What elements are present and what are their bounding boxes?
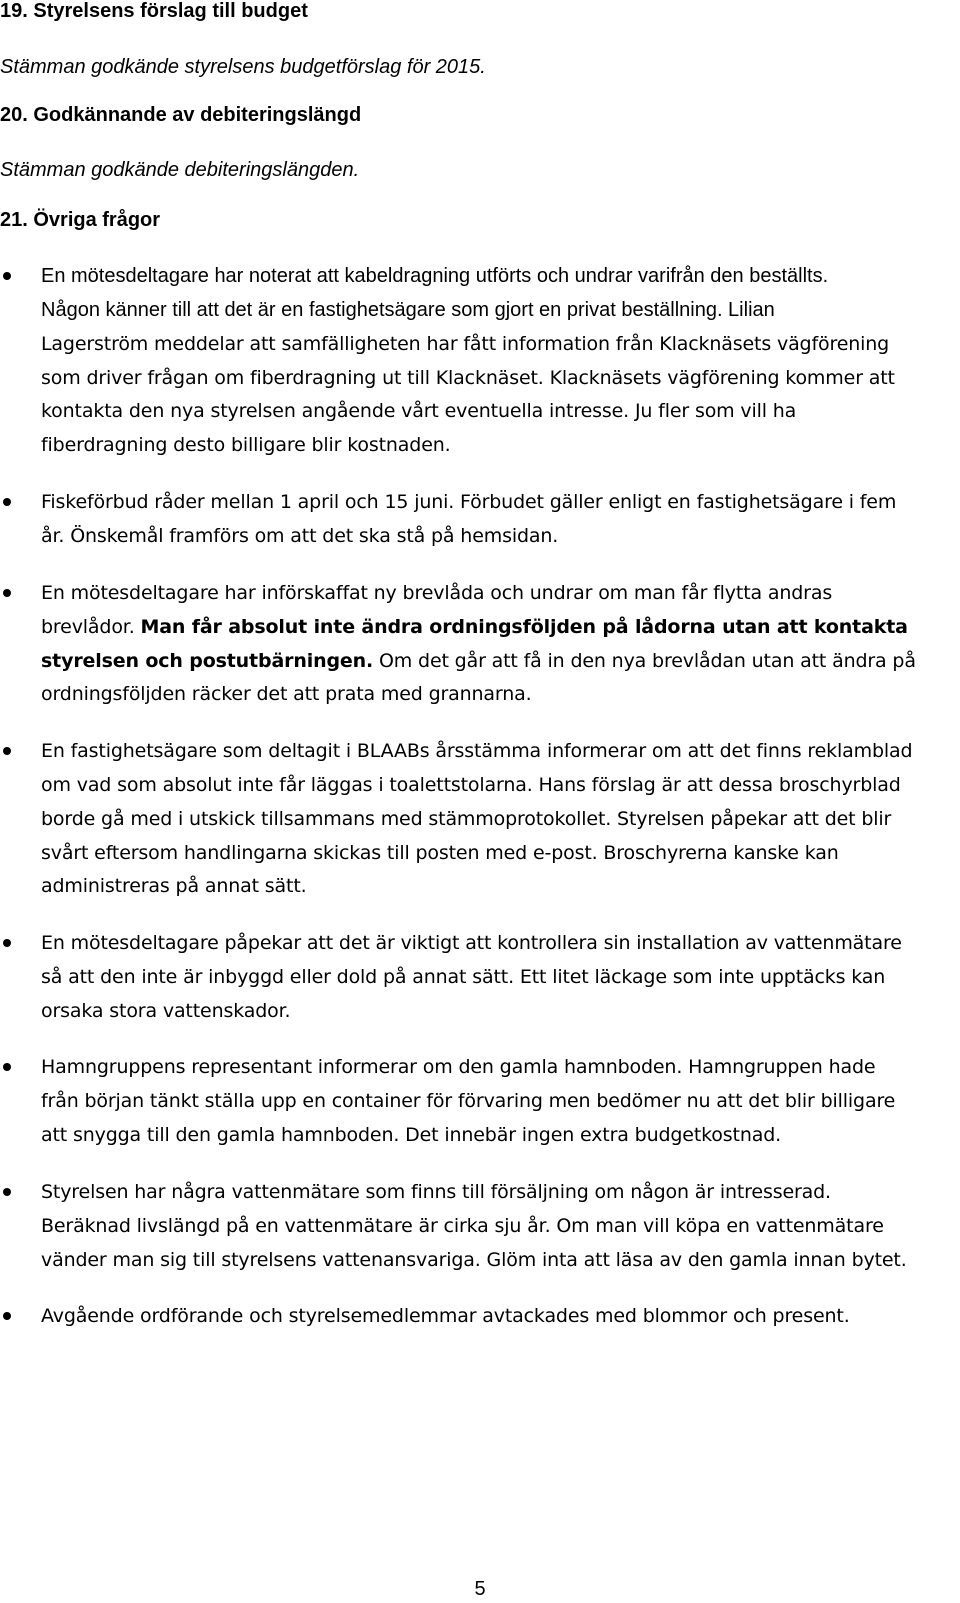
bullet-2-line-2: år. Önskemål framförs om att det ska stå på hemsidan.	[41, 525, 559, 547]
section-19-text: Stämman godkände styrelsens budgetförslag för 2015.	[0, 56, 486, 78]
bullet-2-line-1: Fiskeförbud råder mellan 1 april och 15 juni. Förbudet gäller enligt en fastighetsägare i fem	[41, 491, 897, 513]
bullet-4-dot	[3, 747, 11, 755]
bullet-3-line-3-bold: styrelsen och postutbärningen.	[41, 650, 374, 672]
bullet-8-dot	[3, 1312, 11, 1320]
bullet-3-line-4: ordningsföljden räcker det att prata med grannarna.	[41, 683, 532, 705]
section-19-heading: 19. Styrelsens förslag till budget	[0, 0, 308, 22]
section-20-text: Stämman godkände debiteringslängden.	[0, 159, 360, 181]
bullet-3-line-1: En mötesdeltagare har införskaffat ny brevlåda och undrar om man får flytta andras	[41, 582, 833, 604]
section-21-heading: 21. Övriga frågor	[0, 209, 161, 231]
bullet-3-line-2-bold: Man får absolut inte ändra ordningsföljden på lådorna utan att kontakta	[140, 616, 908, 638]
bullet-4-line-2: om vad som absolut inte får läggas i toalettstolarna. Hans förslag är att dessa broschyrblad	[41, 774, 901, 796]
bullet-4-line-3: borde gå med i utskick tillsammans med stämmoprotokollet. Styrelsen påpekar att det blir	[41, 808, 892, 830]
bullet-7-line-1: Styrelsen har några vattenmätare som finns till försäljning om någon är intresserad.	[41, 1181, 831, 1203]
bullet-3-line-3	[41, 648, 916, 674]
bullet-3-dot	[3, 589, 11, 597]
bullet-2-dot	[3, 498, 11, 506]
bullet-1-dot	[3, 272, 11, 280]
bullet-1-line-4: som driver frågan om fiberdragning ut till Klacknäset. Klacknäsets vägförening kommer att	[41, 367, 895, 389]
bullet-4-line-4: svårt eftersom handlingarna skickas till posten med e-post. Broschyrerna kanske kan	[41, 842, 839, 864]
bullet-3-line-2-plain: brevlådor.	[41, 616, 141, 638]
bullet-6-line-1: Hamngruppens representant informerar om den gamla hamnboden. Hamngruppen hade	[41, 1056, 876, 1078]
page-number: 5	[474, 1578, 486, 1600]
bullet-7-line-3: vänder man sig till styrelsens vattenansvariga. Glöm inta att läsa av den gamla innan bytet.	[41, 1249, 907, 1271]
bullet-1-line-3: Lagerström meddelar att samfälligheten har fått information från Klacknäsets vägförening	[41, 333, 890, 355]
bullet-1-line-1: En mötesdeltagare har noterat att kabeldragning utförts och undrar varifrån den beställts.	[41, 265, 829, 287]
bullet-3-line-2	[41, 614, 908, 640]
bullet-5-line-3: orsaka stora vattenskador.	[41, 1000, 291, 1022]
bullet-1-line-2: Någon känner till att det är en fastighetsägare som gjort en privat beställning. Lilian	[41, 299, 775, 321]
bullet-6-dot	[3, 1063, 11, 1071]
bullet-5-line-2: så att den inte är inbyggd eller dold på annat sätt. Ett litet läckage som inte upptäcks kan	[41, 966, 886, 988]
bullet-6-line-3: att snygga till den gamla hamnboden. Det innebär ingen extra budgetkostnad.	[41, 1124, 782, 1146]
bullet-1-line-5: kontakta den nya styrelsen angående vårt eventuella intresse. Ju fler som vill ha	[41, 400, 797, 422]
bullet-3-line-3-plain: Om det går att få in den nya brevlådan utan att ändra på	[373, 650, 916, 672]
bullet-5-line-1: En mötesdeltagare påpekar att det är viktigt att kontrollera sin installation av vattenmätare	[41, 932, 902, 954]
bullet-4-line-5: administreras på annat sätt.	[41, 875, 307, 897]
bullet-8-line-1: Avgående ordförande och styrelsemedlemmar avtackades med blommor och present.	[41, 1305, 850, 1327]
bullet-6-line-2: från början tänkt ställa upp en container för förvaring men bedömer nu att det blir billigare	[41, 1090, 896, 1112]
bullet-4-line-1: En fastighetsägare som deltagit i BLAABs årsstämma informerar om att det finns reklamblad	[41, 740, 913, 762]
section-20-heading: 20. Godkännande av debiteringslängd	[0, 104, 362, 126]
bullet-1-line-6: fiberdragning desto billigare blir kostnaden.	[41, 434, 451, 456]
bullet-7-line-2: Beräknad livslängd på en vattenmätare är cirka sju år. Om man vill köpa en vattenmätare	[41, 1215, 884, 1237]
bullet-5-dot	[3, 939, 11, 947]
bullet-7-dot	[3, 1188, 11, 1196]
